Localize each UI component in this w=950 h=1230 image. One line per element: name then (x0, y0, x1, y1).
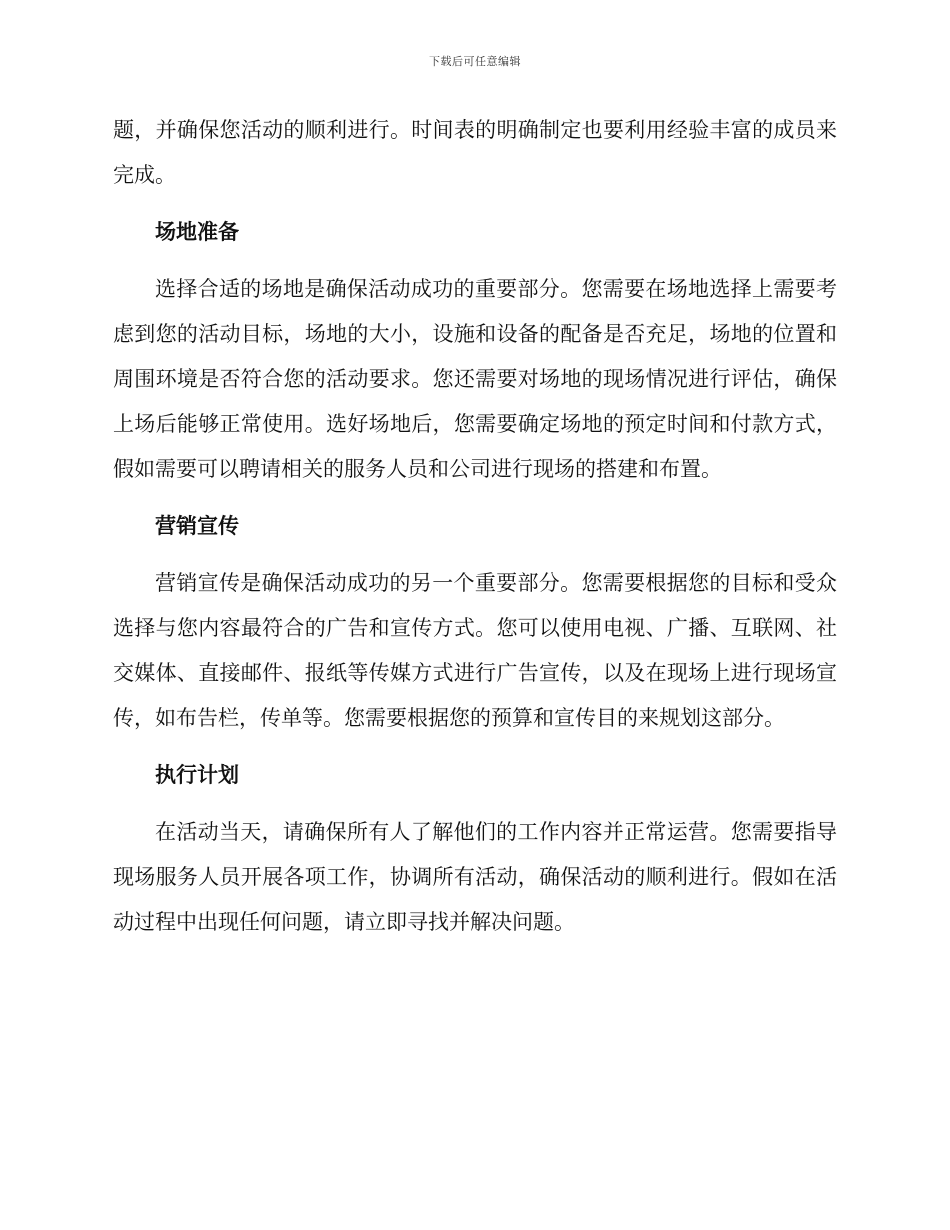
page-header: 下载后可任意编辑 (429, 55, 521, 68)
section-heading-execution: 执行计划 (155, 763, 239, 787)
section-heading-venue: 场地准备 (155, 220, 239, 244)
section-heading-marketing: 营销宣传 (155, 514, 239, 538)
intro-continuation-paragraph: 题，并确保您活动的顺利进行。时间表的明确制定也要利用经验丰富的成员来完成。 (113, 118, 837, 187)
marketing-paragraph: 营销宣传是确保活动成功的另一个重要部分。您需要根据您的目标和受众选择与您内容最符合的广告和宣传方式。您可以使用电视、广播、互联网、社交媒体、直接邮件、报纸等传媒方式进行广告宣传，以及在现场上进行现场宣传，如布告栏，传单等。您需要根据您的预算和宣传目的来规划这部分。 (113, 571, 837, 730)
execution-paragraph: 在活动当天，请确保所有人了解他们的工作内容并正常运营。您需要指导现场服务人员开展各项工作，协调所有活动，确保活动的顺利进行。假如在活动过程中出现任何问题，请立即寻找并解决问题。 (113, 820, 837, 934)
document-body (113, 108, 837, 945)
venue-paragraph: 选择合适的场地是确保活动成功的重要部分。您需要在场地选择上需要考虑到您的活动目标，场地的大小，设施和设备的配备是否充足，场地的位置和周围环境是否符合您的活动要求。您还需要对场地的现场情况进行评估，确保上场后能够正常使用。选好场地后，您需要确定场地的预定时间和付款方式，假如需要可以聘请相关的服务人员和公司进行现场的搭建和布置。 (113, 277, 837, 481)
